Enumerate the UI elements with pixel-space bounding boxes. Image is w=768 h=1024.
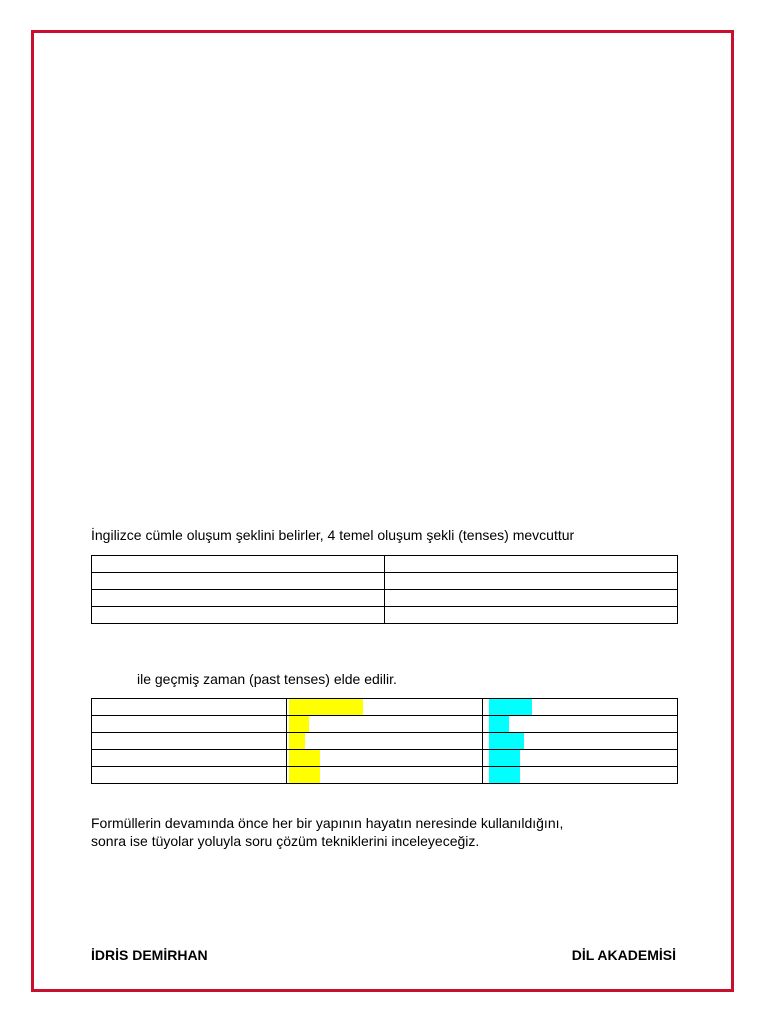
yellow-highlight: [289, 699, 363, 715]
table-cell: [92, 750, 287, 767]
table-cell: [385, 556, 678, 573]
outro-line-1: Formüllerin devamında önce her bir yapının hayatın neresinde kullanıldığını,: [91, 815, 564, 831]
cyan-highlight: [489, 716, 509, 732]
table-row: [92, 767, 678, 784]
cyan-highlight: [489, 767, 520, 783]
table-row: [92, 590, 678, 607]
table-cell: [287, 733, 483, 750]
table-cell: [385, 590, 678, 607]
cyan-highlight: [489, 733, 524, 749]
table-row: [92, 607, 678, 624]
table-cell: [483, 733, 678, 750]
table-cell: [92, 590, 385, 607]
table-row: [92, 716, 678, 733]
cyan-highlight: [489, 699, 532, 715]
table-cell: [483, 750, 678, 767]
table-cell: [92, 573, 385, 590]
table-cell: [385, 607, 678, 624]
table-cell: [287, 767, 483, 784]
table-cell: [92, 733, 287, 750]
cyan-highlight: [489, 750, 520, 766]
yellow-highlight: [289, 767, 320, 783]
outro-text: [91, 814, 563, 850]
table-row: [92, 733, 678, 750]
table-cell: [92, 716, 287, 733]
tenses-table: [91, 555, 678, 624]
table-cell: [287, 750, 483, 767]
table-cell: [483, 767, 678, 784]
yellow-highlight: [289, 716, 309, 732]
table-row: [92, 750, 678, 767]
table-cell: [287, 699, 483, 716]
footer-author: İDRİS DEMİRHAN: [91, 947, 208, 963]
outro-line-2: sonra ise tüyolar yoluyla soru çözüm tekniklerini inceleyeceğiz.: [91, 833, 480, 849]
table-row: [92, 573, 678, 590]
past-tense-text: ile geçmiş zaman (past tenses) elde edilir.: [137, 671, 397, 687]
footer-academy: DİL AKADEMİSİ: [571, 947, 676, 963]
past-tenses-table: [91, 698, 678, 784]
intro-text: İngilizce cümle oluşum şeklini belirler, 4 temel oluşum şekli (tenses) mevcuttur: [91, 527, 575, 543]
table-cell: [483, 699, 678, 716]
table-row: [92, 556, 678, 573]
table-cell: [92, 699, 287, 716]
table-cell: [92, 556, 385, 573]
table-cell: [287, 716, 483, 733]
table-cell: [385, 573, 678, 590]
table-cell: [483, 716, 678, 733]
yellow-highlight: [289, 750, 320, 766]
table-row: [92, 699, 678, 716]
table-cell: [92, 767, 287, 784]
yellow-highlight: [289, 733, 305, 749]
table-cell: [92, 607, 385, 624]
